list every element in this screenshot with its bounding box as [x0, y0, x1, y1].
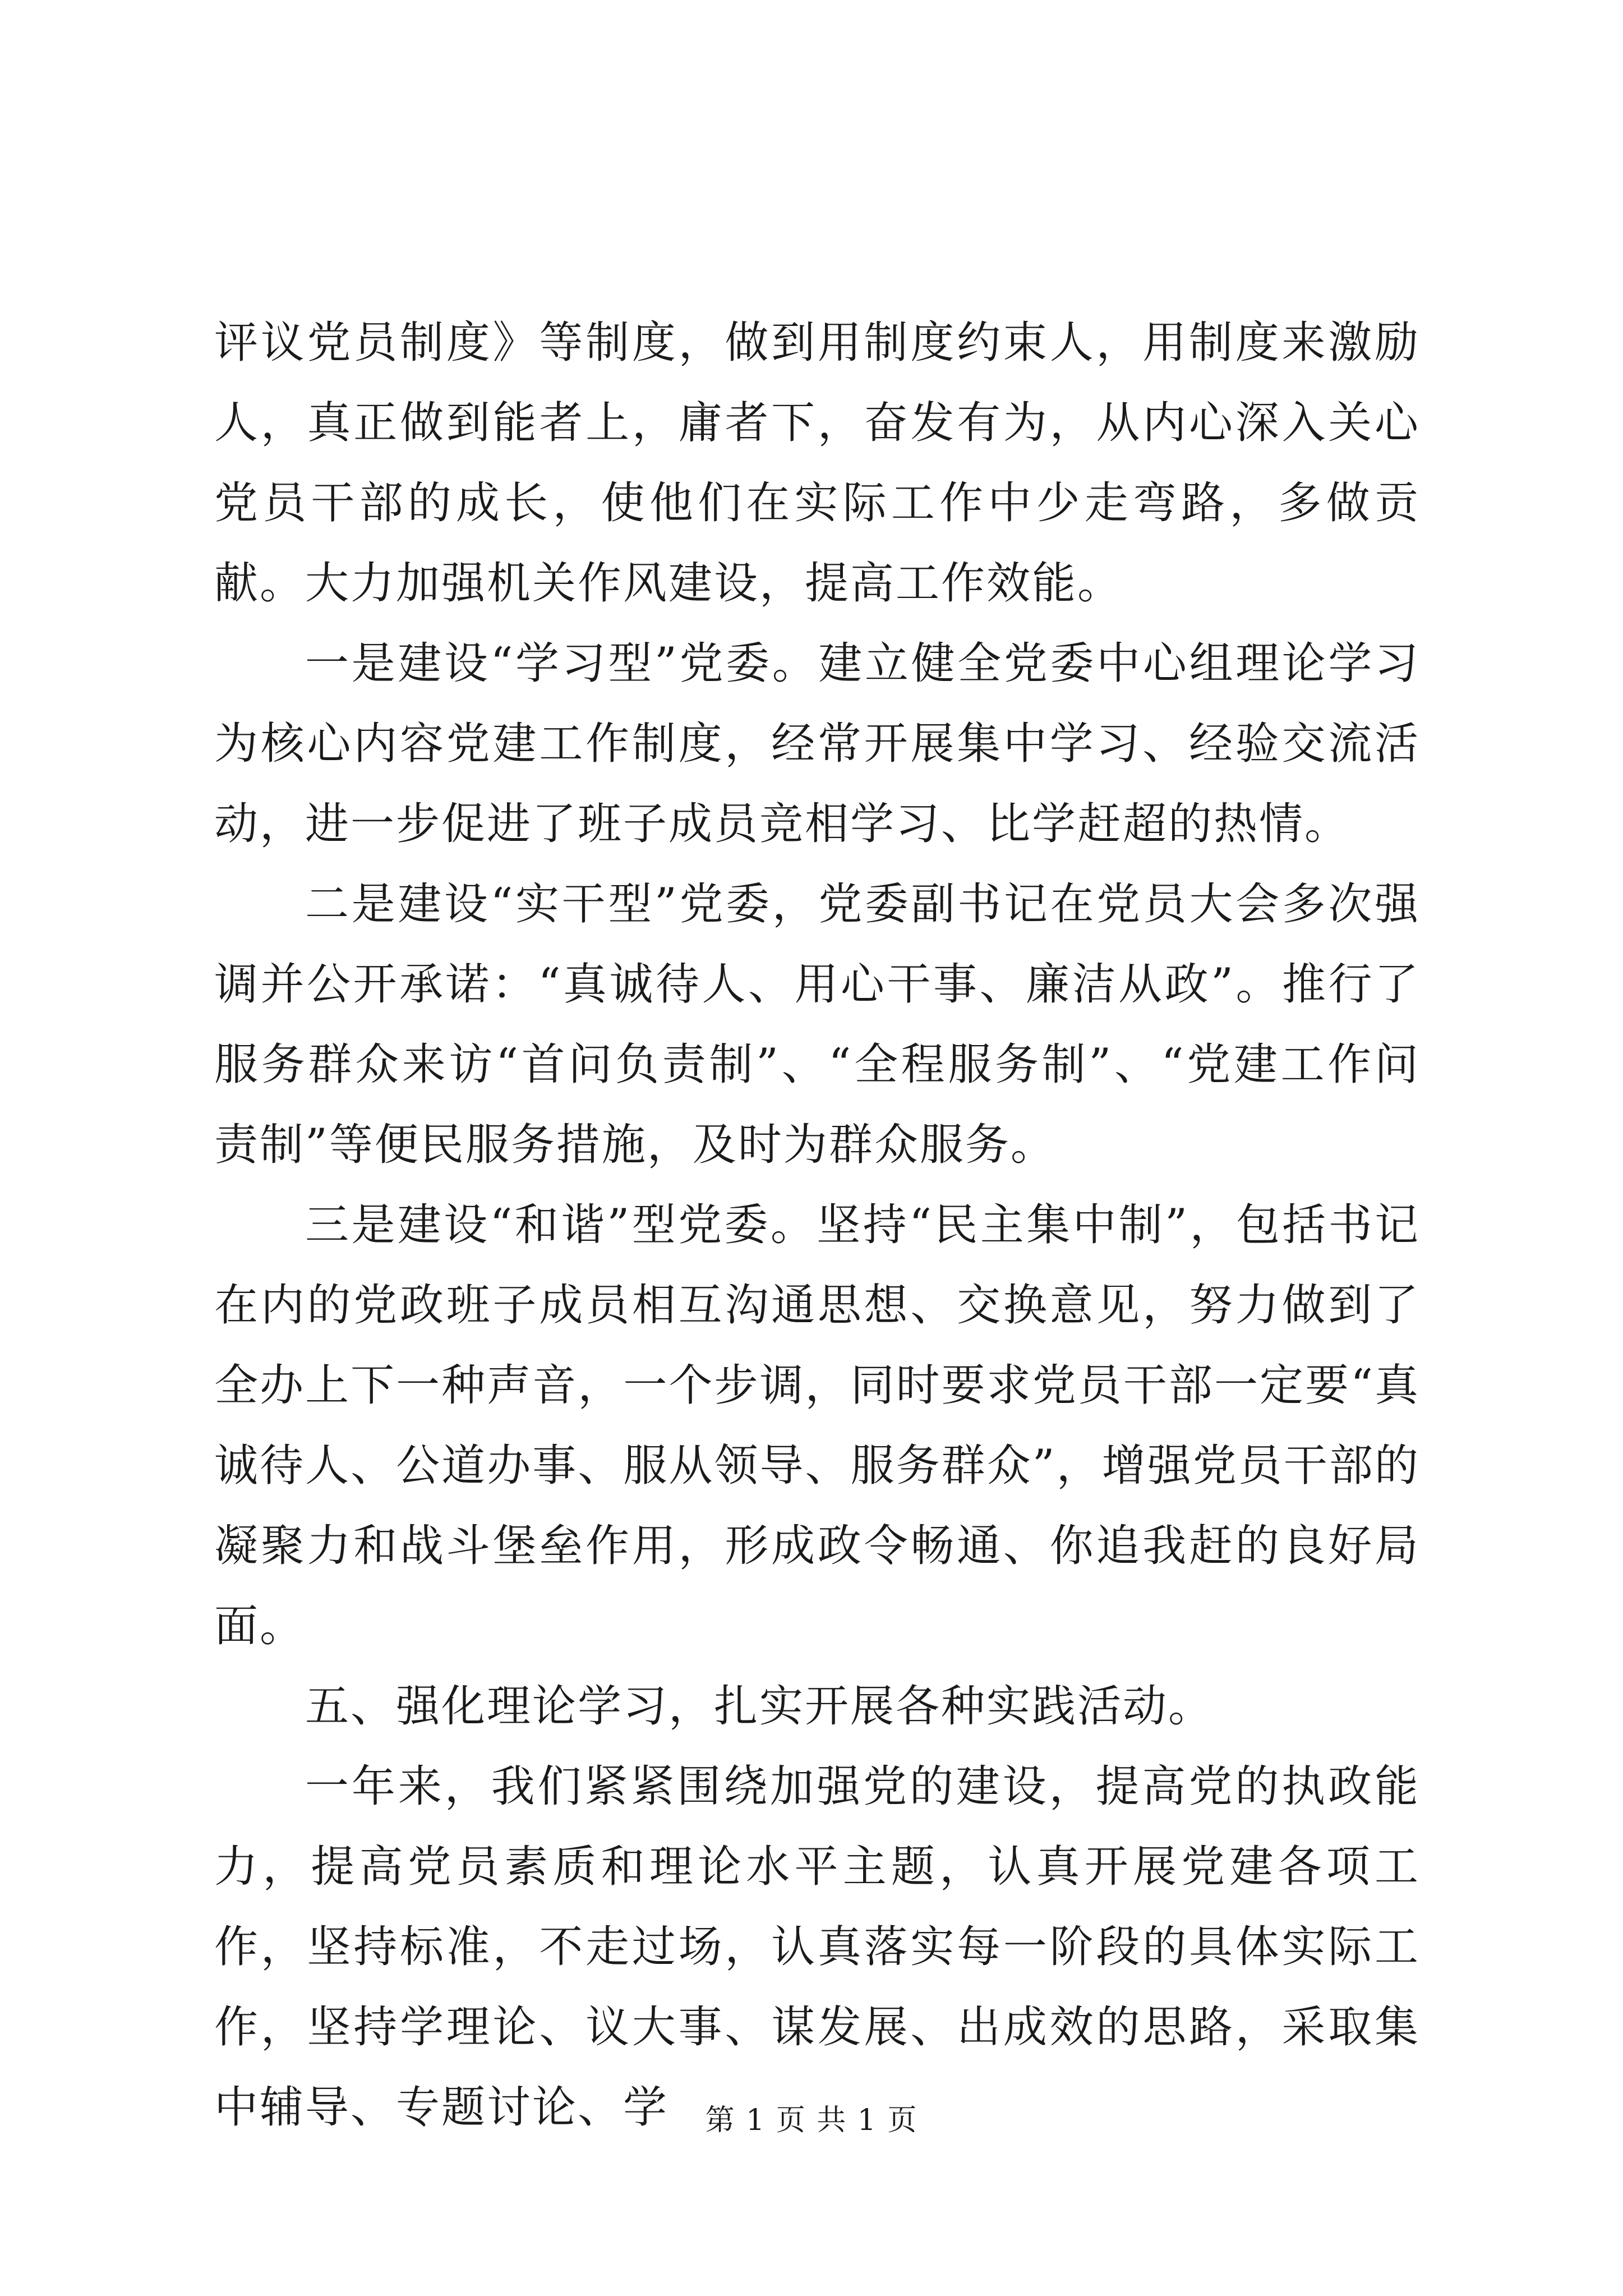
paragraph-practical-party-committee: 二是建设“实干型”党委，党委副书记在党员大会多次强调并公开承诺：“真诚待人、用心干事、廉洁从政”。推行了服务群众来访“首问负责制”、“全程服务制”、“党建工作问责制”等便民服务措施，及时为群众服务。 [214, 879, 1420, 1170]
paragraph-harmonious-party-committee: 三是建设“和谐”型党委。坚持“民主集中制”，包括书记在内的党政班子成员相互沟通思想、交换意见，努力做到了全办上下一种声音，一个步调，同时要求党员干部一定要“真诚待人、公道办事、服从领导、服务群众”，增强党员干部的凝聚力和战斗堡垒作用，形成政令畅通、你追我赶的良好局面。 [214, 1200, 1420, 1651]
page-footer: 第 1 页 共 1 页 [705, 2104, 918, 2137]
paragraph-annual-review: 一年来，我们紧紧围绕加强党的建设，提高党的执政能力，提高党员素质和理论水平主题，认真开展党建各项工作，坚持标准，不走过场，认真落实每一阶段的具体实际工作，坚持学理论、议大事、谋发展、出成效的思路，采取集中辅导、专题讨论、学 [214, 1761, 1420, 2133]
paragraph-continuation: 评议党员制度》等制度，做到用制度约束人，用制度来激励人，真正做到能者上，庸者下，奋发有为，从内心深入关心党员干部的成长，使他们在实际工作中少走弯路，多做贡献。大力加强机关作风建设，提高工作效能。 [214, 318, 1420, 609]
document-body [214, 303, 1420, 2148]
paragraph-learning-party-committee: 一是建设“学习型”党委。建立健全党委中心组理论学习为核心内容党建工作制度，经常开展集中学习、经验交流活动，进一步促进了班子成员竞相学习、比学赶超的热情。 [214, 638, 1420, 849]
section-heading-theory-study: 五、强化理论学习，扎实开展各种实践活动。 [305, 1681, 1214, 1732]
